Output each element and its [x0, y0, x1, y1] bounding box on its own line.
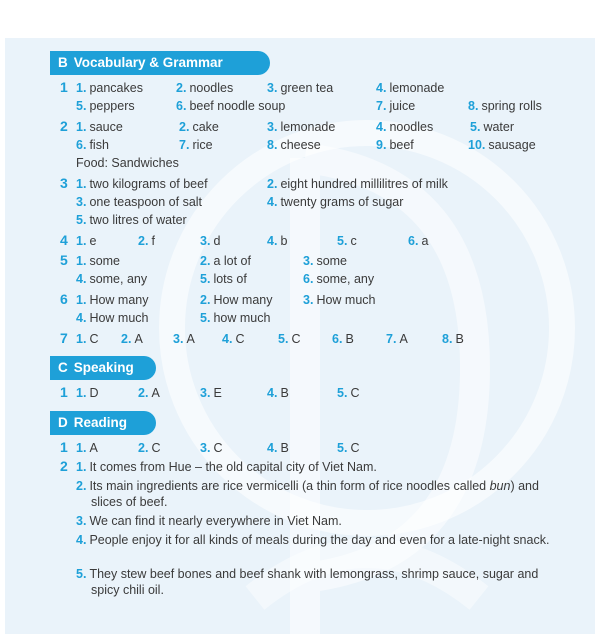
answer: 2. noodles — [176, 81, 234, 95]
answer: 2. A — [138, 386, 160, 400]
answer: 1. D — [76, 386, 99, 400]
answer: 3. E — [200, 386, 222, 400]
answer: 4. noodles — [376, 120, 434, 134]
answer: 7. A — [386, 332, 408, 346]
question-number: 3 — [60, 175, 68, 191]
answer: 1. two kilograms of beef — [76, 177, 208, 191]
answer: 4. lemonade — [376, 81, 445, 95]
answer: 1. How many — [76, 293, 149, 307]
answer: 2. f — [138, 234, 155, 248]
answer: 3. one teaspoon of salt — [76, 195, 203, 209]
answer: 5. lots of — [200, 272, 247, 286]
answer: 1. A — [76, 441, 98, 455]
answer: 5. C — [337, 441, 360, 455]
question-number: 1 — [60, 384, 68, 400]
section-title: Reading — [73, 415, 128, 430]
question-number: 5 — [60, 252, 68, 268]
answer: 4. How much — [76, 311, 149, 325]
answer: 3. A — [173, 332, 195, 346]
food-note: Food: Sandwiches — [76, 156, 179, 170]
answer: 3. green tea — [267, 81, 334, 95]
answer: 6. some, any — [303, 272, 375, 286]
answer: 1. C — [76, 332, 99, 346]
answer: 3. some — [303, 254, 348, 268]
section-letter: B — [58, 55, 68, 70]
answer: 4. B — [267, 441, 289, 455]
answer: 8. cheese — [267, 138, 321, 152]
question-number: 7 — [60, 330, 68, 346]
answer: 9. beef — [376, 138, 414, 152]
answer: 5. peppers — [76, 99, 135, 113]
answer: 5. two litres of water — [76, 213, 187, 227]
question-number: 1 — [60, 79, 68, 95]
section-b-banner — [50, 51, 270, 75]
question-number: 2 — [60, 118, 68, 134]
answer: 7. rice — [179, 138, 213, 152]
answer: 2. a lot of — [200, 254, 251, 268]
answer: 2. C — [138, 441, 161, 455]
answer: 10. sausage — [468, 138, 536, 152]
answer: 1. pancakes — [76, 81, 143, 95]
answer: 5. c — [337, 234, 357, 248]
answer: 2. Its main ingredients are rice vermicelli (a thin form of rice noodles called bun) and slices of beef. — [76, 479, 539, 509]
section-c-banner — [50, 356, 156, 380]
answer: 4. B — [267, 386, 289, 400]
answer: 6. B — [332, 332, 354, 346]
answer: 1. e — [76, 234, 97, 248]
answer: 5. water — [470, 120, 515, 134]
question-number: 2 — [60, 458, 68, 474]
answer: 2. A — [121, 332, 143, 346]
answer: 3. d — [200, 234, 221, 248]
answer: 3. How much — [303, 293, 376, 307]
answer: 8. spring rolls — [468, 99, 542, 113]
answer: 3. C — [200, 441, 223, 455]
answer: 2. How many — [200, 293, 273, 307]
answer: 4. some, any — [76, 272, 148, 286]
section-letter: D — [58, 415, 68, 430]
question-number: 4 — [60, 232, 68, 248]
answer: 4. People enjoy it for all kinds of meals during the day and even for a late-night snack. — [76, 533, 550, 547]
answer: 4. twenty grams of sugar — [267, 195, 404, 209]
answer: 5. how much — [200, 311, 271, 325]
section-title: Speaking — [73, 360, 134, 375]
answer: 3. lemonade — [267, 120, 336, 134]
answer: 4. b — [267, 234, 288, 248]
answer: 4. C — [222, 332, 245, 346]
answer: 5. C — [278, 332, 301, 346]
answer: 1. sauce — [76, 120, 123, 134]
answer: 6. a — [408, 234, 429, 248]
answer: 3. We can find it nearly everywhere in Viet Nam. — [76, 514, 342, 528]
question-number: 1 — [60, 439, 68, 455]
answer: 6. beef noodle soup — [176, 99, 286, 113]
question-number: 6 — [60, 291, 68, 307]
answer: 2. cake — [179, 120, 219, 134]
answer: 8. B — [442, 332, 464, 346]
section-letter: C — [58, 360, 68, 375]
answer: 5. They stew beef bones and beef shank with lemongrass, shrimp sauce, sugar and spicy chili oil. — [76, 567, 539, 597]
answer: 7. juice — [376, 99, 416, 113]
section-title: Vocabulary & Grammar — [73, 55, 223, 70]
answer: 1. some — [76, 254, 121, 268]
answer: 6. fish — [76, 138, 109, 152]
answer: 2. eight hundred millilitres of milk — [267, 177, 448, 191]
answer: 1. It comes from Hue – the old capital city of Viet Nam. — [76, 460, 377, 474]
section-d-banner — [50, 411, 156, 435]
answer: 5. C — [337, 386, 360, 400]
answer-key-page — [5, 38, 595, 634]
